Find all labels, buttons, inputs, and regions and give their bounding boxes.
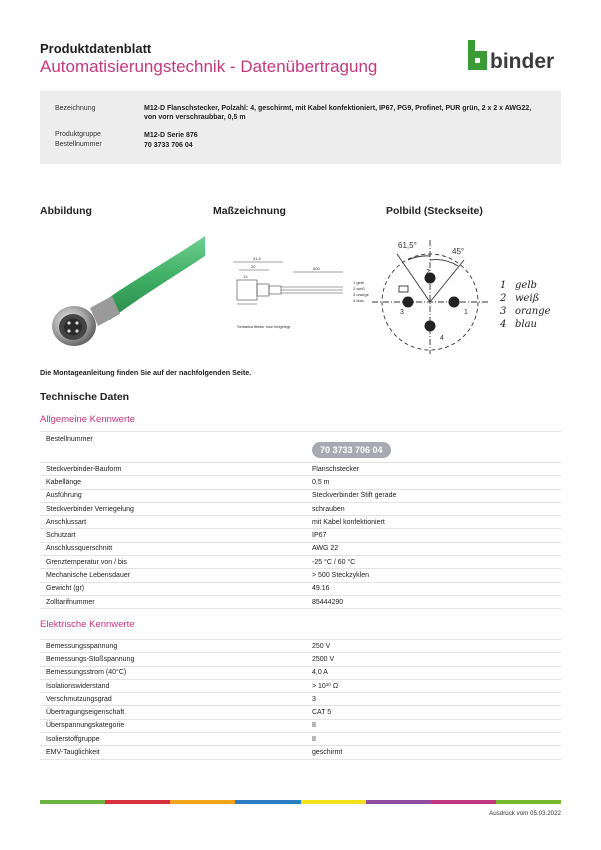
color-bar-segment — [40, 800, 105, 804]
table-row — [40, 595, 561, 608]
bezeichnung-label: Bezeichnung — [55, 105, 96, 112]
table-row — [40, 569, 561, 582]
pin-number-2: 2 — [426, 269, 430, 276]
spec-value: > 500 Steckzyklen — [306, 569, 561, 582]
spec-label: Gewicht (gr) — [40, 582, 306, 595]
color-bar-segment — [105, 800, 170, 804]
spec-label: Mechanische Lebensdauer — [40, 569, 306, 582]
assembly-note: Die Montageanleitung finden Sie auf der nachfolgenden Seite. — [40, 368, 252, 377]
color-bar-segment — [496, 800, 561, 804]
polbild-heading: Polbild (Steckseite) — [386, 205, 483, 217]
table-row — [40, 529, 561, 542]
spec-value: 250 V — [306, 640, 561, 653]
table-row — [40, 542, 561, 555]
spec-value: 85444290 — [306, 595, 561, 608]
legend-color-2: weiß — [515, 293, 540, 304]
spec-value: IP67 — [306, 529, 561, 542]
drawing-pin-4: 4 blau — [353, 298, 364, 303]
color-bar-segment — [431, 800, 496, 804]
general-specs-heading: Allgemeine Kennwerte — [40, 414, 136, 425]
color-bar-segment — [301, 800, 366, 804]
table-row — [40, 463, 561, 476]
spec-label: Isolationswiderstand — [40, 679, 306, 692]
dimension-drawing — [213, 240, 378, 340]
legend-color-3: orange — [515, 306, 551, 317]
legend-num-3: 3 — [500, 306, 507, 317]
table-row — [40, 719, 561, 732]
legend-num-2: 2 — [500, 293, 507, 304]
spec-label: Kabellänge — [40, 476, 306, 489]
drawing-pin-3: 3 orange — [353, 292, 369, 297]
spec-label: Steckverbinder Verriegelung — [40, 502, 306, 515]
spec-label: Bemessungs-Stoßspannung — [40, 653, 306, 666]
bezeichnung-value-line2: von vorn verschraubbar, 0,5 m — [144, 114, 246, 121]
bestellnummer-label: Bestellnummer — [55, 141, 102, 148]
pin-layout — [372, 230, 562, 360]
spec-value: 4,0 A — [306, 666, 561, 679]
table-row — [40, 679, 561, 692]
produktgruppe-value: M12-D Serie 876 — [144, 132, 198, 139]
spec-value: AWG 22 — [306, 542, 561, 555]
spec-label: Grenztemperatur von / bis — [40, 556, 306, 569]
legend-color-4: blau — [515, 319, 538, 330]
order-number-pill: 70 3733 706 04 — [312, 442, 391, 458]
pin-number-1: 1 — [464, 309, 468, 316]
color-bar-segment — [366, 800, 431, 804]
spec-label: Schutzart — [40, 529, 306, 542]
spec-value: geschirmt — [306, 746, 561, 759]
color-bar-segment — [235, 800, 300, 804]
spec-value: 0,5 m — [306, 476, 561, 489]
spec-value: > 10¹⁰ Ω — [306, 679, 561, 692]
spec-label: Bemessungsspannung — [40, 640, 306, 653]
table-row — [40, 640, 561, 653]
document-title: Produktdatenblatt — [40, 41, 152, 56]
spec-label: Zolltarifnummer — [40, 595, 306, 608]
table-row — [40, 582, 561, 595]
table-row — [40, 653, 561, 666]
table-row — [40, 733, 561, 746]
legend-num-1: 1 — [500, 280, 507, 291]
bezeichnung-value-line1: M12-D Flanschstecker, Polzahl: 4, geschirmt, mit Kabel konfektioniert, IP67, PG9, Profinet, PUR grün, 2 x 2 x AWG22, — [144, 105, 532, 112]
table-row — [40, 693, 561, 706]
pin-number-3: 3 — [400, 309, 404, 316]
electrical-specs-table — [40, 639, 561, 760]
spec-value: II — [306, 719, 561, 732]
pin-number-4: 4 — [440, 335, 444, 342]
spec-label: Anschlussart — [40, 516, 306, 529]
general-specs-table — [40, 431, 561, 609]
binder-logo — [466, 40, 566, 74]
spec-value: Flanschstecker — [306, 463, 561, 476]
product-info-box — [40, 91, 561, 164]
spec-value: 2500 V — [306, 653, 561, 666]
spec-value: 49.16 — [306, 582, 561, 595]
tech-data-heading: Technische Daten — [40, 391, 130, 403]
spec-value: -25 °C / 60 °C — [306, 556, 561, 569]
drawing-pin-1: 1 gelb — [353, 280, 364, 285]
drawing-note: Seilabkonfektur lose beigelegt — [237, 324, 291, 329]
table-row — [40, 489, 561, 502]
product-photo — [40, 222, 210, 352]
footer-color-bar — [40, 800, 561, 804]
spec-label: Überspannungskategorie — [40, 719, 306, 732]
print-date: Ausdruck vom 05.03.2022 — [489, 810, 561, 817]
table-row — [40, 476, 561, 489]
spec-value: II — [306, 733, 561, 746]
table-row — [40, 502, 561, 515]
spec-value: schrauben — [306, 502, 561, 515]
spec-value: CAT 5 — [306, 706, 561, 719]
table-row — [40, 746, 561, 759]
abbildung-heading: Abbildung — [40, 205, 92, 217]
polbild-angle-1: 61,5° — [398, 241, 417, 250]
dim-label-1: 41,5 — [253, 256, 261, 261]
legend-color-1: gelb — [515, 280, 537, 291]
spec-label: Anschlussquerschnitt — [40, 542, 306, 555]
table-row — [40, 666, 561, 679]
spec-label: Ausführung — [40, 489, 306, 502]
table-row — [40, 432, 561, 463]
spec-label: Übertragungseigenschaft — [40, 706, 306, 719]
produktgruppe-label: Produktgruppe — [55, 131, 101, 138]
order-label: Bestellnummer — [40, 432, 306, 463]
color-bar-segment — [170, 800, 235, 804]
dim-label-3: 13 — [243, 274, 248, 279]
polbild-angle-2: 45° — [452, 247, 465, 256]
drawing-pin-2: 2 weiß — [353, 286, 365, 291]
masszeichnung-heading: Maßzeichnung — [213, 205, 286, 217]
table-row — [40, 556, 561, 569]
table-row — [40, 516, 561, 529]
spec-label: Verschmutzungsgrad — [40, 693, 306, 706]
table-row — [40, 706, 561, 719]
legend-num-4: 4 — [500, 319, 507, 330]
dim-label-2: 20 — [251, 264, 256, 269]
electrical-specs-heading: Elektrische Kennwerte — [40, 619, 135, 630]
logo-text: binder — [490, 50, 555, 73]
spec-label: Isolierstoffgruppe — [40, 733, 306, 746]
spec-value: mit Kabel konfektioniert — [306, 516, 561, 529]
spec-label: Bemessungsstrom (40°C) — [40, 666, 306, 679]
spec-value: Steckverbinder Stift gerade — [306, 489, 561, 502]
spec-label: Steckverbinder-Bauform — [40, 463, 306, 476]
document-subtitle: Automatisierungstechnik - Datenübertragung — [40, 57, 378, 76]
bestellnummer-value: 70 3733 706 04 — [144, 142, 193, 149]
dim-label-4: 500 — [313, 266, 320, 271]
spec-label: EMV-Tauglichkeit — [40, 746, 306, 759]
spec-value: 3 — [306, 693, 561, 706]
